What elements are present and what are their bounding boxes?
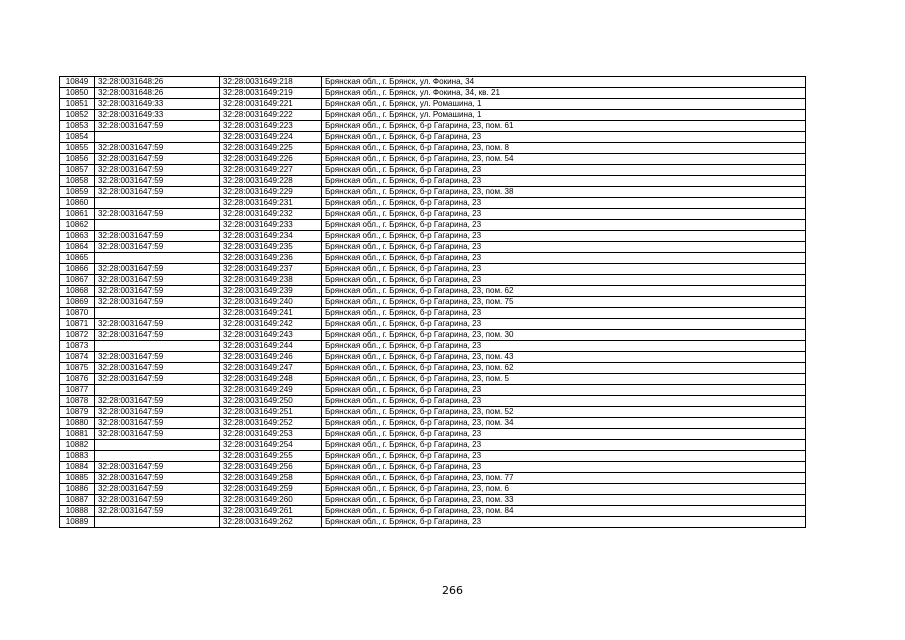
address-cell: Брянская обл., г. Брянск, б-р Гагарина, 23: [322, 385, 806, 396]
object-cadastral-number-cell: 32:28:0031649:237: [220, 264, 322, 275]
table-row: [60, 517, 806, 528]
parcel-cadastral-number-cell: [95, 385, 220, 396]
table-row: [60, 275, 806, 286]
table-row: [60, 429, 806, 440]
row-number-cell: 10883: [60, 451, 95, 462]
row-number-cell: 10884: [60, 462, 95, 473]
address-cell: Брянская обл., г. Брянск, б-р Гагарина, 23: [322, 132, 806, 143]
object-cadastral-number-cell: 32:28:0031649:228: [220, 176, 322, 187]
object-cadastral-number-cell: 32:28:0031649:218: [220, 77, 322, 88]
row-number-cell: 10856: [60, 154, 95, 165]
object-cadastral-number-cell: 32:28:0031649:235: [220, 242, 322, 253]
table-row: [60, 198, 806, 209]
parcel-cadastral-number-cell: [95, 517, 220, 528]
address-cell: Брянская обл., г. Брянск, б-р Гагарина, 23: [322, 517, 806, 528]
table-row: [60, 297, 806, 308]
address-cell: Брянская обл., г. Брянск, ул. Фокина, 34: [322, 77, 806, 88]
object-cadastral-number-cell: 32:28:0031649:255: [220, 451, 322, 462]
object-cadastral-number-cell: 32:28:0031649:240: [220, 297, 322, 308]
object-cadastral-number-cell: 32:28:0031649:223: [220, 121, 322, 132]
parcel-cadastral-number-cell: 32:28:0031647:59: [95, 297, 220, 308]
address-cell: Брянская обл., г. Брянск, б-р Гагарина, 23, пом. 8: [322, 143, 806, 154]
address-cell: Брянская обл., г. Брянск, б-р Гагарина, 23, пом. 62: [322, 286, 806, 297]
parcel-cadastral-number-cell: 32:28:0031649:33: [95, 110, 220, 121]
object-cadastral-number-cell: 32:28:0031649:225: [220, 143, 322, 154]
parcel-cadastral-number-cell: 32:28:0031647:59: [95, 264, 220, 275]
table-row: [60, 363, 806, 374]
object-cadastral-number-cell: 32:28:0031649:232: [220, 209, 322, 220]
object-cadastral-number-cell: 32:28:0031649:219: [220, 88, 322, 99]
object-cadastral-number-cell: 32:28:0031649:227: [220, 165, 322, 176]
row-number-cell: 10866: [60, 264, 95, 275]
row-number-cell: 10887: [60, 495, 95, 506]
cadastral-register-table: [59, 76, 806, 528]
row-number-cell: 10852: [60, 110, 95, 121]
address-cell: Брянская обл., г. Брянск, б-р Гагарина, 23, пом. 54: [322, 154, 806, 165]
table-row: [60, 308, 806, 319]
object-cadastral-number-cell: 32:28:0031649:242: [220, 319, 322, 330]
row-number-cell: 10854: [60, 132, 95, 143]
parcel-cadastral-number-cell: 32:28:0031647:59: [95, 374, 220, 385]
parcel-cadastral-number-cell: 32:28:0031647:59: [95, 165, 220, 176]
parcel-cadastral-number-cell: 32:28:0031647:59: [95, 462, 220, 473]
row-number-cell: 10885: [60, 473, 95, 484]
parcel-cadastral-number-cell: 32:28:0031647:59: [95, 154, 220, 165]
parcel-cadastral-number-cell: 32:28:0031647:59: [95, 506, 220, 517]
parcel-cadastral-number-cell: 32:28:0031647:59: [95, 275, 220, 286]
object-cadastral-number-cell: 32:28:0031649:229: [220, 187, 322, 198]
row-number-cell: 10886: [60, 484, 95, 495]
address-cell: Брянская обл., г. Брянск, ул. Фокина, 34, кв. 21: [322, 88, 806, 99]
parcel-cadastral-number-cell: [95, 198, 220, 209]
address-cell: Брянская обл., г. Брянск, б-р Гагарина, 23: [322, 231, 806, 242]
table-row: [60, 330, 806, 341]
parcel-cadastral-number-cell: 32:28:0031647:59: [95, 143, 220, 154]
table-row: [60, 165, 806, 176]
parcel-cadastral-number-cell: [95, 132, 220, 143]
parcel-cadastral-number-cell: [95, 220, 220, 231]
table-row: [60, 319, 806, 330]
address-cell: Брянская обл., г. Брянск, б-р Гагарина, 23: [322, 429, 806, 440]
row-number-cell: 10867: [60, 275, 95, 286]
table-row: [60, 121, 806, 132]
object-cadastral-number-cell: 32:28:0031649:233: [220, 220, 322, 231]
table-row: [60, 385, 806, 396]
address-cell: Брянская обл., г. Брянск, б-р Гагарина, 23, пом. 38: [322, 187, 806, 198]
address-cell: Брянская обл., г. Брянск, б-р Гагарина, 23, пом. 6: [322, 484, 806, 495]
parcel-cadastral-number-cell: 32:28:0031647:59: [95, 418, 220, 429]
parcel-cadastral-number-cell: 32:28:0031648:26: [95, 77, 220, 88]
row-number-cell: 10876: [60, 374, 95, 385]
object-cadastral-number-cell: 32:28:0031649:253: [220, 429, 322, 440]
parcel-cadastral-number-cell: 32:28:0031647:59: [95, 484, 220, 495]
parcel-cadastral-number-cell: 32:28:0031648:26: [95, 88, 220, 99]
address-cell: Брянская обл., г. Брянск, б-р Гагарина, 23, пом. 43: [322, 352, 806, 363]
table-row: [60, 187, 806, 198]
address-cell: Брянская обл., г. Брянск, б-р Гагарина, 23, пом. 61: [322, 121, 806, 132]
address-cell: Брянская обл., г. Брянск, б-р Гагарина, 23, пом. 30: [322, 330, 806, 341]
parcel-cadastral-number-cell: 32:28:0031647:59: [95, 319, 220, 330]
table-row: [60, 99, 806, 110]
address-cell: Брянская обл., г. Брянск, б-р Гагарина, 23: [322, 275, 806, 286]
parcel-cadastral-number-cell: 32:28:0031647:59: [95, 242, 220, 253]
table-row: [60, 506, 806, 517]
row-number-cell: 10872: [60, 330, 95, 341]
table-row: [60, 418, 806, 429]
address-cell: Брянская обл., г. Брянск, б-р Гагарина, 23: [322, 264, 806, 275]
row-number-cell: 10851: [60, 99, 95, 110]
object-cadastral-number-cell: 32:28:0031649:236: [220, 253, 322, 264]
parcel-cadastral-number-cell: 32:28:0031649:33: [95, 99, 220, 110]
object-cadastral-number-cell: 32:28:0031649:262: [220, 517, 322, 528]
table-row: [60, 231, 806, 242]
table-row: [60, 264, 806, 275]
table-row: [60, 143, 806, 154]
row-number-cell: 10888: [60, 506, 95, 517]
object-cadastral-number-cell: 32:28:0031649:249: [220, 385, 322, 396]
table-row: [60, 286, 806, 297]
address-cell: Брянская обл., г. Брянск, б-р Гагарина, 23: [322, 451, 806, 462]
parcel-cadastral-number-cell: 32:28:0031647:59: [95, 429, 220, 440]
object-cadastral-number-cell: 32:28:0031649:250: [220, 396, 322, 407]
row-number-cell: 10849: [60, 77, 95, 88]
address-cell: Брянская обл., г. Брянск, б-р Гагарина, 23: [322, 176, 806, 187]
address-cell: Брянская обл., г. Брянск, б-р Гагарина, 23: [322, 220, 806, 231]
address-cell: Брянская обл., г. Брянск, ул. Ромашина, 1: [322, 110, 806, 121]
row-number-cell: 10880: [60, 418, 95, 429]
row-number-cell: 10868: [60, 286, 95, 297]
object-cadastral-number-cell: 32:28:0031649:251: [220, 407, 322, 418]
address-cell: Брянская обл., г. Брянск, б-р Гагарина, 23, пом. 77: [322, 473, 806, 484]
row-number-cell: 10889: [60, 517, 95, 528]
address-cell: Брянская обл., г. Брянск, б-р Гагарина, 23: [322, 462, 806, 473]
parcel-cadastral-number-cell: 32:28:0031647:59: [95, 407, 220, 418]
row-number-cell: 10863: [60, 231, 95, 242]
table-row: [60, 462, 806, 473]
parcel-cadastral-number-cell: 32:28:0031647:59: [95, 352, 220, 363]
table-row: [60, 341, 806, 352]
address-cell: Брянская обл., г. Брянск, б-р Гагарина, 23: [322, 440, 806, 451]
object-cadastral-number-cell: 32:28:0031649:222: [220, 110, 322, 121]
object-cadastral-number-cell: 32:28:0031649:243: [220, 330, 322, 341]
row-number-cell: 10855: [60, 143, 95, 154]
table-row: [60, 253, 806, 264]
row-number-cell: 10882: [60, 440, 95, 451]
address-cell: Брянская обл., г. Брянск, б-р Гагарина, 23: [322, 308, 806, 319]
parcel-cadastral-number-cell: 32:28:0031647:59: [95, 495, 220, 506]
row-number-cell: 10874: [60, 352, 95, 363]
address-cell: Брянская обл., г. Брянск, б-р Гагарина, 23, пом. 62: [322, 363, 806, 374]
parcel-cadastral-number-cell: 32:28:0031647:59: [95, 231, 220, 242]
address-cell: Брянская обл., г. Брянск, б-р Гагарина, 23: [322, 253, 806, 264]
parcel-cadastral-number-cell: 32:28:0031647:59: [95, 187, 220, 198]
address-cell: Брянская обл., г. Брянск, б-р Гагарина, 23: [322, 242, 806, 253]
row-number-cell: 10850: [60, 88, 95, 99]
object-cadastral-number-cell: 32:28:0031649:238: [220, 275, 322, 286]
address-cell: Брянская обл., г. Брянск, б-р Гагарина, 23, пом. 84: [322, 506, 806, 517]
object-cadastral-number-cell: 32:28:0031649:260: [220, 495, 322, 506]
object-cadastral-number-cell: 32:28:0031649:234: [220, 231, 322, 242]
table-row: [60, 110, 806, 121]
object-cadastral-number-cell: 32:28:0031649:254: [220, 440, 322, 451]
object-cadastral-number-cell: 32:28:0031649:231: [220, 198, 322, 209]
parcel-cadastral-number-cell: [95, 440, 220, 451]
address-cell: Брянская обл., г. Брянск, б-р Гагарина, 23: [322, 319, 806, 330]
table-row: [60, 176, 806, 187]
table-row: [60, 396, 806, 407]
table-row: [60, 77, 806, 88]
row-number-cell: 10871: [60, 319, 95, 330]
address-cell: Брянская обл., г. Брянск, б-р Гагарина, 23: [322, 209, 806, 220]
parcel-cadastral-number-cell: 32:28:0031647:59: [95, 363, 220, 374]
table-body: [60, 77, 806, 528]
parcel-cadastral-number-cell: 32:28:0031647:59: [95, 330, 220, 341]
row-number-cell: 10877: [60, 385, 95, 396]
table-row: [60, 374, 806, 385]
row-number-cell: 10860: [60, 198, 95, 209]
parcel-cadastral-number-cell: 32:28:0031647:59: [95, 396, 220, 407]
parcel-cadastral-number-cell: [95, 451, 220, 462]
row-number-cell: 10865: [60, 253, 95, 264]
table-row: [60, 242, 806, 253]
object-cadastral-number-cell: 32:28:0031649:256: [220, 462, 322, 473]
address-cell: Брянская обл., г. Брянск, б-р Гагарина, 23: [322, 198, 806, 209]
table-row: [60, 484, 806, 495]
object-cadastral-number-cell: 32:28:0031649:226: [220, 154, 322, 165]
row-number-cell: 10864: [60, 242, 95, 253]
row-number-cell: 10873: [60, 341, 95, 352]
parcel-cadastral-number-cell: 32:28:0031647:59: [95, 176, 220, 187]
object-cadastral-number-cell: 32:28:0031649:246: [220, 352, 322, 363]
table-row: [60, 209, 806, 220]
page-number: 266: [442, 584, 463, 597]
table-row: [60, 451, 806, 462]
table-row: [60, 132, 806, 143]
table-row: [60, 495, 806, 506]
row-number-cell: 10861: [60, 209, 95, 220]
address-cell: Брянская обл., г. Брянск, б-р Гагарина, 23, пом. 34: [322, 418, 806, 429]
row-number-cell: 10862: [60, 220, 95, 231]
row-number-cell: 10875: [60, 363, 95, 374]
row-number-cell: 10870: [60, 308, 95, 319]
object-cadastral-number-cell: 32:28:0031649:221: [220, 99, 322, 110]
table-row: [60, 88, 806, 99]
row-number-cell: 10881: [60, 429, 95, 440]
parcel-cadastral-number-cell: 32:28:0031647:59: [95, 473, 220, 484]
row-number-cell: 10853: [60, 121, 95, 132]
object-cadastral-number-cell: 32:28:0031649:258: [220, 473, 322, 484]
object-cadastral-number-cell: 32:28:0031649:244: [220, 341, 322, 352]
address-cell: Брянская обл., г. Брянск, б-р Гагарина, 23: [322, 165, 806, 176]
object-cadastral-number-cell: 32:28:0031649:241: [220, 308, 322, 319]
object-cadastral-number-cell: 32:28:0031649:261: [220, 506, 322, 517]
row-number-cell: 10858: [60, 176, 95, 187]
table-row: [60, 220, 806, 231]
row-number-cell: 10859: [60, 187, 95, 198]
parcel-cadastral-number-cell: 32:28:0031647:59: [95, 286, 220, 297]
address-cell: Брянская обл., г. Брянск, ул. Ромашина, 1: [322, 99, 806, 110]
object-cadastral-number-cell: 32:28:0031649:252: [220, 418, 322, 429]
table-row: [60, 407, 806, 418]
object-cadastral-number-cell: 32:28:0031649:259: [220, 484, 322, 495]
row-number-cell: 10857: [60, 165, 95, 176]
object-cadastral-number-cell: 32:28:0031649:247: [220, 363, 322, 374]
address-cell: Брянская обл., г. Брянск, б-р Гагарина, 23: [322, 341, 806, 352]
object-cadastral-number-cell: 32:28:0031649:224: [220, 132, 322, 143]
row-number-cell: 10878: [60, 396, 95, 407]
address-cell: Брянская обл., г. Брянск, б-р Гагарина, 23, пом. 5: [322, 374, 806, 385]
parcel-cadastral-number-cell: [95, 253, 220, 264]
table-row: [60, 352, 806, 363]
address-cell: Брянская обл., г. Брянск, б-р Гагарина, 23, пом. 52: [322, 407, 806, 418]
table-row: [60, 473, 806, 484]
parcel-cadastral-number-cell: 32:28:0031647:59: [95, 209, 220, 220]
table-row: [60, 154, 806, 165]
row-number-cell: 10869: [60, 297, 95, 308]
object-cadastral-number-cell: 32:28:0031649:239: [220, 286, 322, 297]
table-row: [60, 440, 806, 451]
address-cell: Брянская обл., г. Брянск, б-р Гагарина, 23, пом. 33: [322, 495, 806, 506]
parcel-cadastral-number-cell: [95, 308, 220, 319]
row-number-cell: 10879: [60, 407, 95, 418]
address-cell: Брянская обл., г. Брянск, б-р Гагарина, 23: [322, 396, 806, 407]
parcel-cadastral-number-cell: 32:28:0031647:59: [95, 121, 220, 132]
parcel-cadastral-number-cell: [95, 341, 220, 352]
object-cadastral-number-cell: 32:28:0031649:248: [220, 374, 322, 385]
address-cell: Брянская обл., г. Брянск, б-р Гагарина, 23, пом. 75: [322, 297, 806, 308]
